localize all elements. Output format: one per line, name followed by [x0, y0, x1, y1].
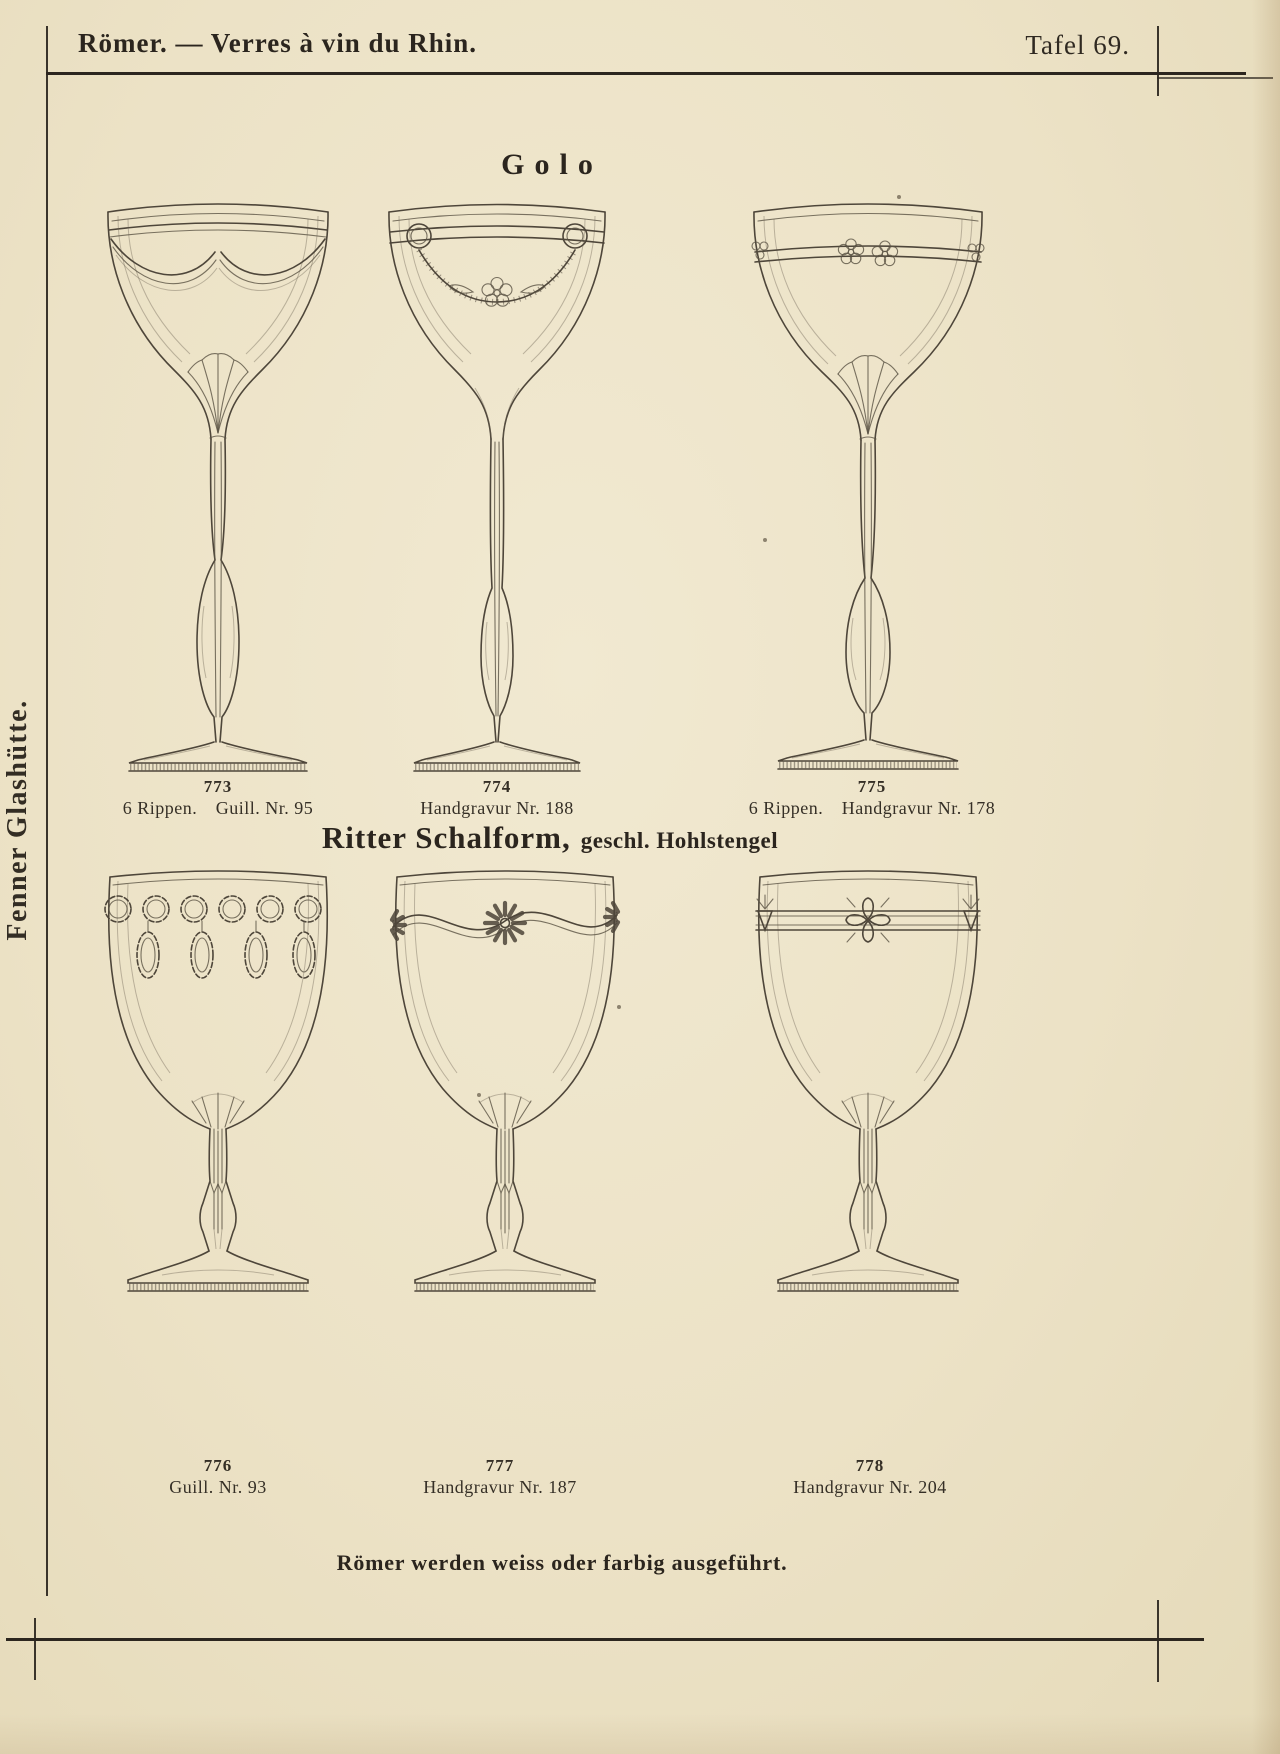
- section-title-golo: Golo: [501, 148, 603, 181]
- paper-speck: [897, 195, 901, 199]
- figure-label: Guill. Nr. 93: [169, 1477, 267, 1497]
- figure-label: Handgravur Nr. 187: [423, 1477, 577, 1497]
- glass-775-drawing: [748, 190, 988, 772]
- figure-caption-777: [325, 1456, 675, 1498]
- figure-caption-775: [697, 777, 1047, 819]
- right-top-crop-mark: [1157, 26, 1159, 96]
- glass-777-drawing: [385, 863, 625, 1300]
- figure-number: 778: [855, 1456, 885, 1475]
- glass-774-drawing: [377, 190, 617, 772]
- figure-number: 773: [203, 777, 233, 796]
- section-title-main: Ritter Schalform,: [321, 820, 571, 855]
- page-edge-shadow-bottom: [0, 1714, 1280, 1754]
- glass-773-drawing: [98, 190, 338, 772]
- figure-number: 776: [203, 1456, 233, 1475]
- paper-speck: [763, 538, 767, 542]
- figure-label: Handgravur Nr. 204: [793, 1477, 947, 1497]
- figure-number: 775: [857, 777, 887, 796]
- header-rule: [46, 72, 1246, 75]
- figure-number: 777: [485, 1456, 515, 1475]
- plate-number: Tafel 69.: [1025, 30, 1130, 60]
- figure-label: 6 Rippen. Handgravur Nr. 178: [748, 798, 996, 818]
- right-bottom-crop-mark: [1157, 1600, 1159, 1682]
- section-title-sub: geschl. Hohlstengel: [580, 828, 779, 853]
- left-bottom-crop-mark: [34, 1618, 36, 1680]
- figure-number: 774: [482, 777, 512, 796]
- page-edge-shadow-right: [1252, 0, 1280, 1754]
- section-title-ritter: [200, 820, 900, 856]
- figure-label: Handgravur Nr. 188: [420, 798, 574, 818]
- glass-776-drawing: [98, 863, 338, 1300]
- glass-778-drawing: [748, 863, 988, 1300]
- figure-label: 6 Rippen. Guill. Nr. 95: [122, 798, 314, 818]
- footer-note: Römer werden weiss oder farbig ausgeführt.: [336, 1550, 788, 1575]
- figure-caption-774: [322, 777, 672, 819]
- page-title: Römer. — Verres à vin du Rhin.: [78, 28, 478, 58]
- figure-caption-778: [695, 1456, 1045, 1498]
- paper-speck: [477, 1093, 481, 1097]
- paper-speck: [617, 1005, 621, 1009]
- side-imprint: Fenner Glashütte.: [2, 699, 33, 941]
- footer-rule: [6, 1638, 1204, 1641]
